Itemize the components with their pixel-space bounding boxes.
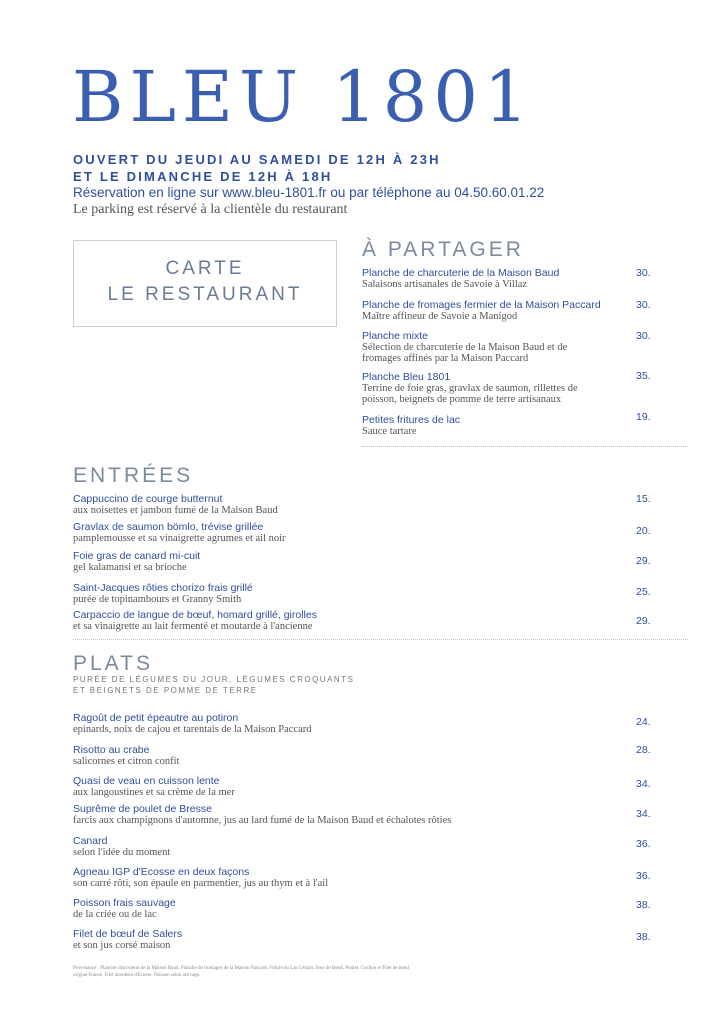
item-name: Carpaccio de langue de bœuf, homard grillé, girolles xyxy=(73,609,317,621)
plats-subtitle-line-2: ET BEIGNETS DE POMME DE TERRE xyxy=(73,686,258,695)
item-price: 36. xyxy=(636,870,651,882)
item-price: 30. xyxy=(636,299,651,311)
item-price: 30. xyxy=(636,330,651,342)
item-name: Risotto au crabe xyxy=(73,744,150,756)
hours-line-2: ET LE DIMANCHE DE 12H À 18H xyxy=(73,169,333,184)
hours-line-1: OUVERT DU JEUDI AU SAMEDI DE 12H À 23H xyxy=(73,152,441,167)
item-name: Gravlax de saumon bömlo, trévise grillée xyxy=(73,521,264,533)
section-title-entrees: ENTRÉES xyxy=(73,464,194,487)
item-name: Poisson frais sauvage xyxy=(73,897,176,909)
item-desc: Maître affineur de Savoie a Manigod xyxy=(362,311,518,322)
item-desc: gel kalamansi et sa brioche xyxy=(73,562,187,573)
item-desc: Terrine de foie gras, gravlax de saumon, rillettes de poisson, beignets de pomme de terre artisanaux xyxy=(362,383,578,405)
item-name: Agneau IGP d'Ecosse en deux façons xyxy=(73,866,250,878)
item-desc: de la criée ou de lac xyxy=(73,909,157,920)
carte-title: CARTE xyxy=(165,258,245,279)
item-name: Planche Bleu 1801 xyxy=(362,371,451,383)
item-price: 36. xyxy=(636,838,651,850)
section-title-partager: À PARTAGER xyxy=(362,238,524,261)
item-price: 38. xyxy=(636,931,651,943)
item-price: 20. xyxy=(636,525,651,537)
item-name: Planche mixte xyxy=(362,330,428,342)
item-desc: Sauce tartare xyxy=(362,426,417,437)
item-desc: pamplemousse et sa vinaigrette agrumes et ail noir xyxy=(73,533,286,544)
item-name: Foie gras de canard mi-cuit xyxy=(73,550,201,562)
item-desc: epinards, noix de cajou et tarentais de la Maison Paccard xyxy=(73,724,312,735)
menu-item xyxy=(362,330,607,364)
menu-item xyxy=(73,521,593,544)
parking-note: Le parking est réservé à la clientèle du restaurant xyxy=(73,202,348,217)
menu-item xyxy=(73,897,613,920)
item-name: Quasi de veau en cuisson lente xyxy=(73,775,220,787)
item-name: Filet de bœuf de Salers xyxy=(73,928,183,940)
reservation-info: Réservation en ligne sur www.bleu-1801.fr ou par téléphone au 04.50.60.01.22 xyxy=(73,185,545,200)
item-name: Saint-Jacques rôties chorizo frais grillé xyxy=(73,582,253,594)
item-price: 19. xyxy=(636,411,651,423)
section-title-plats: PLATS xyxy=(73,652,153,675)
menu-item xyxy=(73,928,613,951)
item-price: 30. xyxy=(636,267,651,279)
menu-item xyxy=(73,803,613,826)
item-desc: salicornes et citron confit xyxy=(73,756,180,767)
item-desc: aux noisettes et jambon fumé de la Maison Baud xyxy=(73,505,278,516)
item-name: Canard xyxy=(73,835,108,847)
item-desc: son carré rôti, son épaule en parmentier, jus au thym et à l'ail xyxy=(73,878,329,889)
carte-subtitle: LE RESTAURANT xyxy=(107,284,303,305)
item-price: 29. xyxy=(636,555,651,567)
menu-item xyxy=(362,414,612,437)
item-price: 24. xyxy=(636,716,651,728)
item-name: Cappuccino de courge butternut xyxy=(73,493,223,505)
menu-item xyxy=(362,299,632,322)
menu-item xyxy=(73,550,593,573)
item-desc: Salaisons artisanales de Savoie à Villaz xyxy=(362,279,528,290)
menu-item xyxy=(73,609,613,632)
item-name: Planche de charcuterie de la Maison Baud xyxy=(362,267,560,279)
item-desc: purée de topinambours et Granny Smith xyxy=(73,594,242,605)
item-name: Planche de fromages fermier de la Maison Paccard xyxy=(362,299,601,311)
menu-item xyxy=(73,835,613,858)
item-price: 38. xyxy=(636,899,651,911)
item-price: 34. xyxy=(636,808,651,820)
menu-item xyxy=(73,775,613,798)
item-desc: aux langoustines et sa crème de la mer xyxy=(73,787,235,798)
item-price: 34. xyxy=(636,778,651,790)
restaurant-logo: BLEU 1801 xyxy=(72,56,535,138)
plats-subtitle xyxy=(73,674,354,696)
carte-box xyxy=(73,240,337,327)
menu-item xyxy=(362,267,612,290)
item-price: 25. xyxy=(636,586,651,598)
provenance-footnote: Provenance : Planche charcuterie de la Maison Baud, Planche de fromages de la Maison Paccard, Friture du Lac Léman, Joue de Bœuf, Poulet, Cochon et Filet de bœuf origine France, Filet aberdeen d'Ecosse, Poisson selon arrivage. xyxy=(73,966,410,978)
item-desc: et sa vinaigrette au lait fermenté et moutarde à l'ancienne xyxy=(73,621,313,632)
item-price: 35. xyxy=(636,370,651,382)
item-name: Suprême de poulet de Bresse xyxy=(73,803,212,815)
menu-item xyxy=(73,712,613,735)
item-price: 29. xyxy=(636,615,651,627)
item-desc: farcis aux champignons d'automne, jus au lard fumé de la Maison Baud et échalotes rôties xyxy=(73,815,452,826)
item-desc: Sélection de charcuterie de la Maison Baud et de fromages affinés par la Maison Paccard xyxy=(362,342,568,364)
divider xyxy=(73,639,688,640)
plats-subtitle-line-1: PURÉE DE LÉGUMES DU JOUR, LÉGUMES CROQUANTS xyxy=(73,675,355,684)
divider xyxy=(362,446,688,447)
menu-item xyxy=(362,371,607,405)
item-price: 15. xyxy=(636,493,651,505)
item-name: Petites fritures de lac xyxy=(362,414,461,426)
menu-item xyxy=(73,744,613,767)
menu-item xyxy=(73,582,593,605)
item-desc: et son jus corsé maison xyxy=(73,940,171,951)
item-desc: selon l'idée du moment xyxy=(73,847,171,858)
menu-item xyxy=(73,493,593,516)
item-name: Ragoût de petit épeautre au potiron xyxy=(73,712,239,724)
menu-item xyxy=(73,866,613,889)
item-price: 28. xyxy=(636,744,651,756)
opening-hours xyxy=(73,151,441,185)
